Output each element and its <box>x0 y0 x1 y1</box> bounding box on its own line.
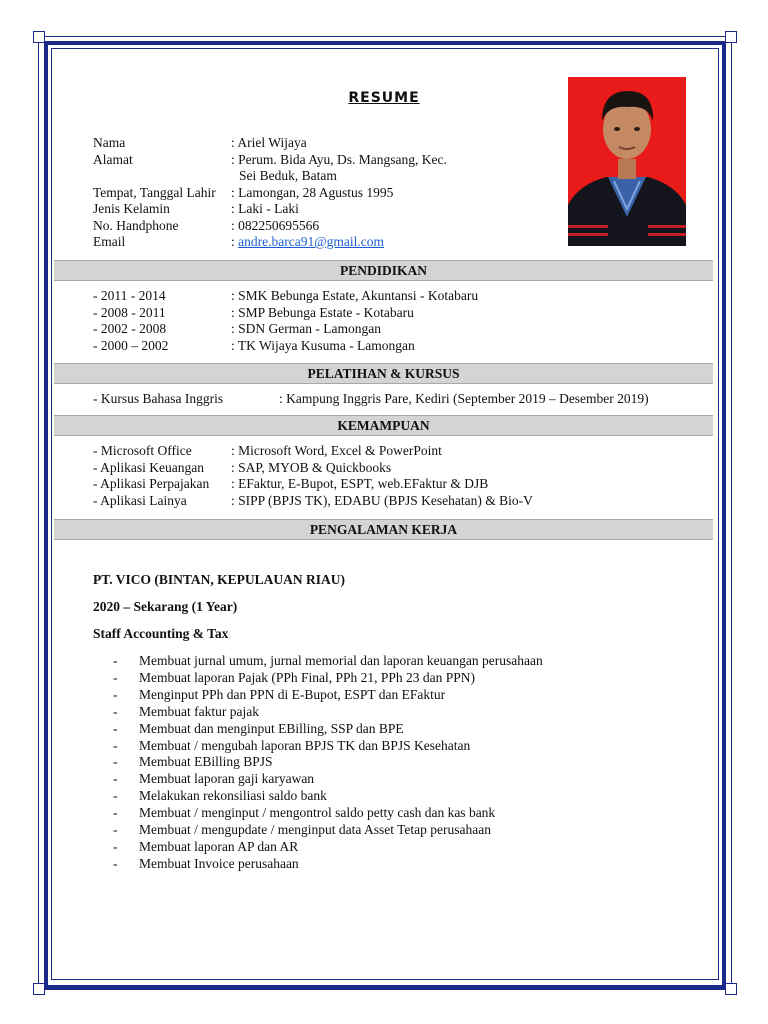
task-bullet: - <box>113 737 118 753</box>
education-period: - 2011 - 2014 <box>93 288 166 303</box>
profile-photo <box>568 77 686 246</box>
value-alamat-line2: Sei Beduk, Batam <box>239 168 337 183</box>
experience-period: 2020 – Sekarang (1 Year) <box>93 599 238 614</box>
label-alamat: Alamat <box>93 151 133 167</box>
task-bullet: - <box>113 771 118 787</box>
border-corner-ornament <box>725 983 737 995</box>
training-detail: : Kampung Inggris Pare, Kediri (September 2019 – Desember 2019) <box>279 391 649 406</box>
label-nama: Nama <box>93 135 126 150</box>
label-handphone: No. Handphone <box>93 217 179 233</box>
task-bullet: - <box>113 838 118 854</box>
education-period: - 2008 - 2011 <box>93 304 166 320</box>
value-handphone: : 082250695566 <box>231 217 320 233</box>
experience-company: PT. VICO (BINTAN, KEPULAUAN RIAU) <box>93 572 346 587</box>
task-item: Membuat faktur pajak <box>139 703 259 719</box>
section-header-kemampuan: KEMAMPUAN <box>54 415 713 436</box>
value-email-row <box>231 234 384 251</box>
section-header-pelatihan: PELATIHAN & KURSUS <box>54 363 713 384</box>
label-jenis-kelamin: Jenis Kelamin <box>93 201 170 216</box>
label-email: Email <box>93 234 126 249</box>
training-name: - Kursus Bahasa Inggris <box>93 391 224 406</box>
education-school: : SMP Bebunga Estate - Kotabaru <box>231 304 414 320</box>
task-item: Membuat laporan gaji karyawan <box>139 771 315 787</box>
section-header-pendidikan: PENDIDIKAN <box>54 260 713 281</box>
education-period: - 2002 - 2008 <box>93 321 167 336</box>
task-item: Membuat Invoice perusahaan <box>139 855 299 871</box>
task-item: Membuat laporan AP dan AR <box>139 838 299 854</box>
task-item: Membuat dan menginput EBilling, SSP dan BPE <box>139 720 404 736</box>
task-bullet: - <box>113 788 118 804</box>
email-link[interactable]: andre.barca91@gmail.com <box>238 234 385 249</box>
task-bullet: - <box>113 822 118 837</box>
task-bullet: - <box>113 855 118 871</box>
task-item: Membuat EBilling BPJS <box>139 754 273 770</box>
label-ttl: Tempat, Tanggal Lahir <box>93 184 216 200</box>
experience-position: Staff Accounting & Tax <box>93 626 229 641</box>
task-item: Melakukan rekonsiliasi saldo bank <box>139 788 327 804</box>
border-corner-ornament <box>33 31 45 43</box>
value-ttl: : Lamongan, 28 Agustus 1995 <box>231 184 394 200</box>
skill-detail: : Microsoft Word, Excel & PowerPoint <box>231 443 442 458</box>
task-bullet: - <box>113 720 118 736</box>
task-item: Membuat / mengubah laporan BPJS TK dan BPJS Kesehatan <box>139 737 471 753</box>
border-corner-ornament <box>33 983 45 995</box>
education-school: : SDN German - Lamongan <box>231 321 381 336</box>
value-nama: : Ariel Wijaya <box>231 135 307 150</box>
value-alamat: : Perum. Bida Ayu, Ds. Mangsang, Kec. <box>231 151 447 167</box>
task-bullet: - <box>113 686 118 702</box>
skill-detail: : SIPP (BPJS TK), EDABU (BPJS Kesehatan) & Bio-V <box>231 492 533 508</box>
email-prefix: : <box>231 234 239 249</box>
skill-name: - Aplikasi Lainya <box>93 492 187 508</box>
education-school: : TK Wijaya Kusuma - Lamongan <box>231 337 415 353</box>
skill-detail: : SAP, MYOB & Quickbooks <box>231 459 392 475</box>
resume-title: RESUME <box>348 90 420 106</box>
task-bullet: - <box>113 805 118 821</box>
skill-name: - Microsoft Office <box>93 443 192 458</box>
skill-name: - Aplikasi Perpajakan <box>93 476 210 491</box>
task-item: Membuat jurnal umum, jurnal memorial dan laporan keuangan perusahaan <box>139 653 543 668</box>
value-jenis-kelamin: : Laki - Laki <box>231 201 299 216</box>
skill-detail: : EFaktur, E-Bupot, ESPT, web.EFaktur & DJB <box>231 476 489 491</box>
task-item: Membuat / menginput / mengontrol saldo petty cash dan kas bank <box>139 805 496 821</box>
task-item: Membuat laporan Pajak (PPh Final, PPh 21, PPh 23 dan PPN) <box>139 669 476 685</box>
skill-name: - Aplikasi Keuangan <box>93 459 204 475</box>
education-school: : SMK Bebunga Estate, Akuntansi - Kotabaru <box>231 288 479 303</box>
task-bullet: - <box>113 703 118 719</box>
education-period: - 2000 – 2002 <box>93 337 169 353</box>
task-item: Membuat / mengupdate / menginput data Asset Tetap perusahaan <box>139 822 491 837</box>
task-bullet: - <box>113 669 118 685</box>
task-bullet: - <box>113 653 118 668</box>
task-item: Menginput PPh dan PPN di E-Bupot, ESPT dan EFaktur <box>139 686 446 702</box>
task-bullet: - <box>113 754 118 770</box>
section-header-pengalaman: PENGALAMAN KERJA <box>54 519 713 540</box>
border-corner-ornament <box>725 31 737 43</box>
